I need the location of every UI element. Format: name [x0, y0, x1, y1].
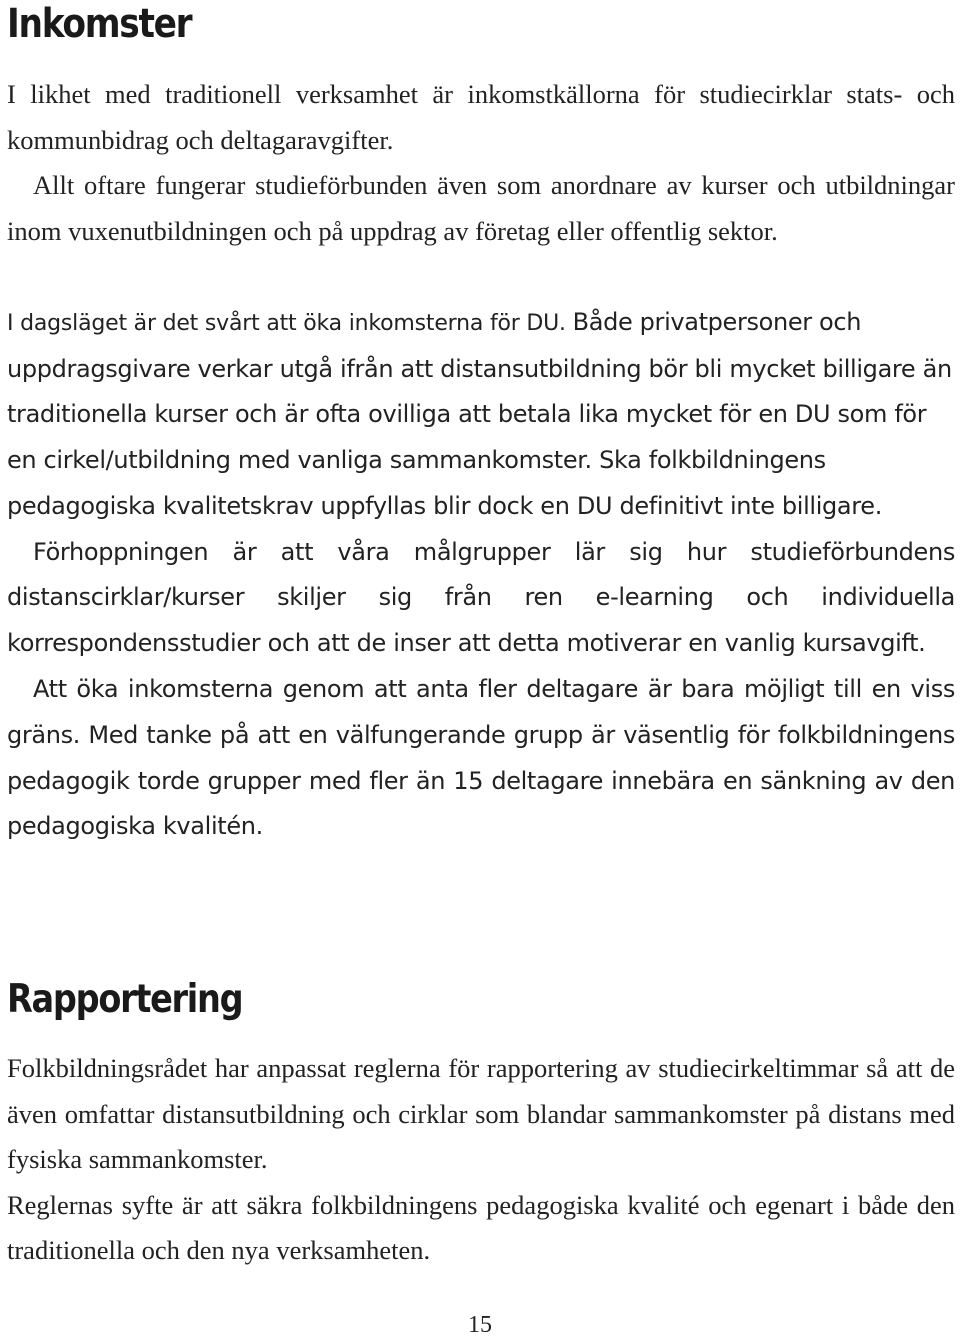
paragraph-reporting-purpose: Reglernas syfte är att säkra folkbildningens pedagogiska kvalité och egenart i både den traditionella och den nya verksamheten.	[7, 1189, 955, 1265]
paragraph-income-sources: I likhet med traditionell verksamhet är inkomstkällorna för studiecirklar stats- och kommunbidrag och deltagaravgifter.	[7, 79, 955, 155]
paragraph-target-groups: Förhoppningen är att våra målgrupper lär sig hur studieförbundens distanscirklar/kurser skiljer sig från ren e-learning och individuella korrespondensstudier och att de inser att detta motiverar en vanlig kursavgift.	[7, 537, 955, 658]
paragraph-du-difficulty: I dagsläget är det svårt att öka inkomsterna för DU.	[7, 311, 573, 336]
page-number: 15	[468, 1312, 492, 1338]
reporting-block	[7, 1046, 955, 1274]
heading-rapportering: Rapportering	[7, 977, 243, 1022]
paragraph-reporting-rules: Folkbildningsrådet har anpassat reglerna för rapportering av studiecirkeltimmar så att de även omfattar distansutbildning och cirklar som blandar sammankomster på distans med fysiska sammankomster.	[7, 1053, 955, 1174]
du-income-block	[7, 300, 955, 850]
paragraph-group-size: Att öka inkomsterna genom att anta fler deltagare är bara möjligt till en viss gräns. Med tanke på att en välfungerande grupp är väsentlig för folkbildningens pedagogik torde grupper med fler än 15 deltagare innebära en sänkning av den pedagogiska kvalitén.	[7, 675, 955, 841]
heading-inkomster: Inkomster	[7, 1, 192, 47]
paragraph-course-organizer: Allt oftare fungerar studieförbunden även som anordnare av kurser och utbildningar inom vuxenutbildningen och på uppdrag av företag eller offentlig sektor.	[7, 170, 955, 246]
intro-block	[7, 72, 955, 254]
paragraph-du-pricing: Både privatpersoner och uppdragsgivare verkar utgå ifrån att distansutbildning bör bli mycket billigare än traditionella kurser och är ofta ovilliga att betala lika mycket för en DU som för en cirkel/utbildning med vanliga sammankomster. Ska folkbildningens pedagogiska kvalitetskrav uppfyllas blir dock en DU definitivt inte billigare.	[7, 308, 952, 520]
